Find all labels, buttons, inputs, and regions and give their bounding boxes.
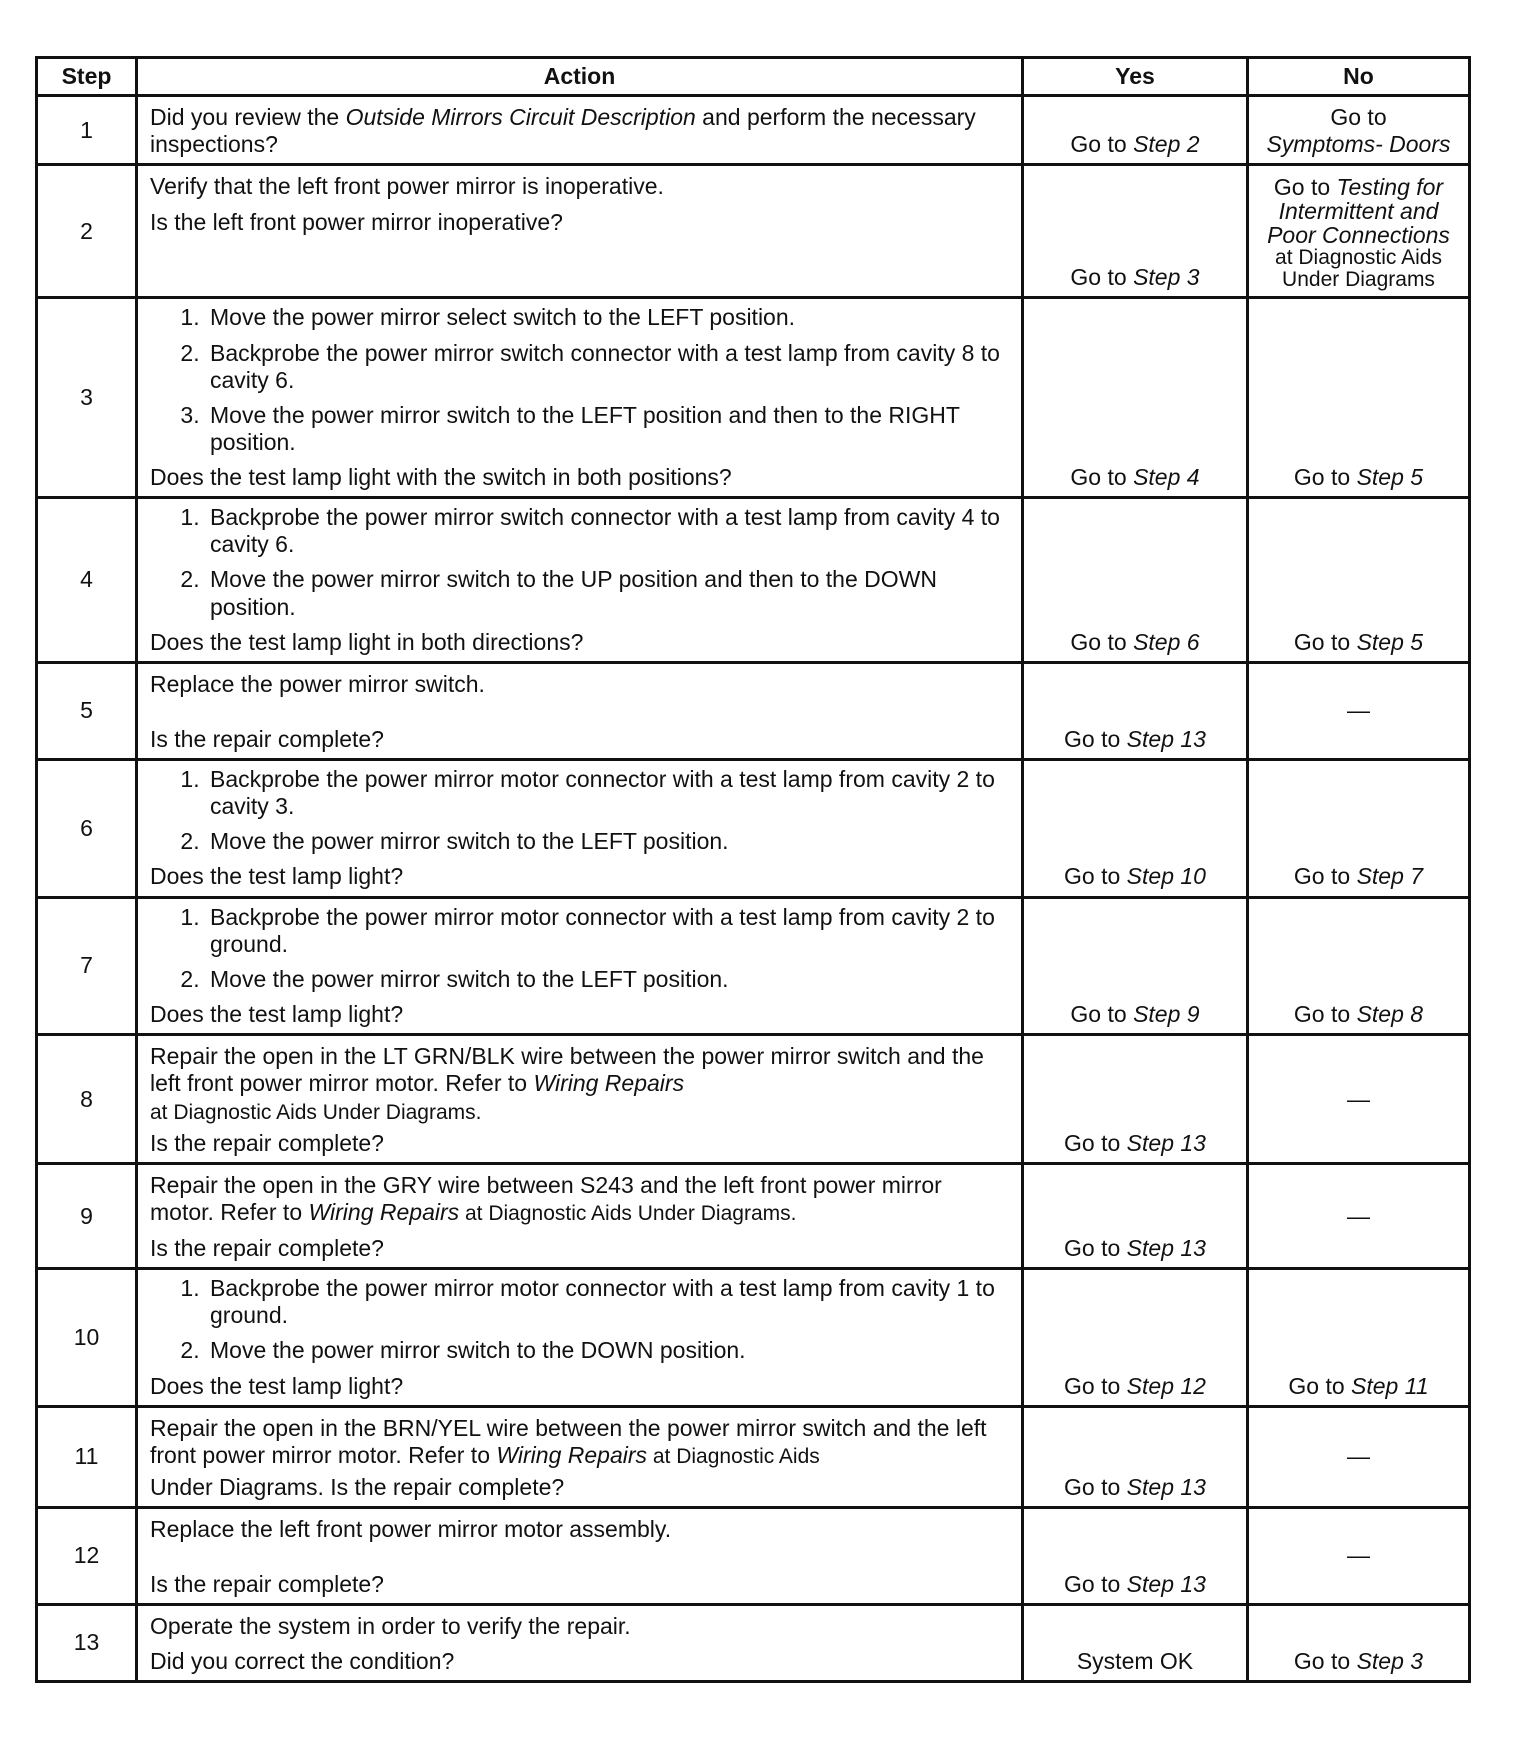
no-cell: Go to Testing for Intermittent and Poor Connections at Diagnostic Aids Under Diagrams [1248, 165, 1470, 298]
header-row [37, 58, 1470, 96]
step-number: 7 [37, 897, 137, 1035]
yes-cell: Go to Step 13 [1023, 1035, 1248, 1164]
step-link: Step 2 [1133, 131, 1200, 158]
procedure-list [150, 1275, 1009, 1364]
step-link: Step 13 [1126, 725, 1206, 752]
question-text: Is the left front power mirror inoperative? [150, 208, 563, 235]
yes-cell: Go to Step 3 [1023, 165, 1248, 298]
procedure-list [150, 504, 1009, 621]
step-link: Step 4 [1133, 464, 1200, 490]
action-text: Repair the open in the GRY wire between S243 and the left front power mirror motor. Refer to Wiring Repairs at Diagnostic Aids Under Diagrams. [150, 1172, 942, 1226]
yes-cell: Go to Step 13 [1023, 1164, 1248, 1269]
no-cell: Go to Step 7 [1248, 760, 1470, 898]
step-number: 11 [37, 1406, 137, 1507]
table-row [37, 298, 1470, 498]
question-text: Is the repair complete? [150, 725, 384, 752]
list-item: 2. Move the power mirror switch to the DOWN position. [206, 1337, 1009, 1364]
list-item: 3. Move the power mirror switch to the LEFT position and then to the RIGHT position. [206, 402, 1009, 456]
step-link: Step 11 [1351, 1372, 1429, 1399]
action-text: Did you review the Outside Mirrors Circuit Description and perform the necessary inspections? [150, 104, 976, 158]
action-text: Verify that the left front power mirror is inoperative. [150, 173, 664, 200]
step-number: 2 [37, 165, 137, 298]
no-cell: — [1248, 662, 1470, 759]
step-link: Step 6 [1133, 628, 1200, 655]
step-link: Step 13 [1126, 1473, 1206, 1500]
step-number: 10 [37, 1269, 137, 1407]
yes-cell: Go to Step 9 [1023, 897, 1248, 1035]
question-text: Does the test lamp light with the switch in both positions? [150, 464, 732, 490]
question-text: Does the test lamp light in both directions? [150, 628, 584, 655]
step-number: 3 [37, 298, 137, 498]
action-cell [137, 1269, 1023, 1407]
action-cell [137, 897, 1023, 1035]
step-number: 4 [37, 498, 137, 663]
question-text: Does the test lamp light? [150, 1000, 404, 1027]
action-cell [137, 1507, 1023, 1604]
yes-cell: Go to Step 2 [1023, 96, 1248, 165]
action-cell [137, 760, 1023, 898]
action-cell [137, 1164, 1023, 1269]
table-row [37, 1604, 1470, 1681]
action-cell [137, 1035, 1023, 1164]
header-no: No [1248, 58, 1470, 96]
yes-cell: Go to Step 4 [1023, 298, 1248, 498]
table-row [37, 96, 1470, 165]
action-text: Operate the system in order to verify the repair. [150, 1612, 631, 1639]
doc-reference: Testing for Intermittent and Poor Connections [1267, 173, 1450, 249]
step-number: 6 [37, 760, 137, 898]
step-number: 9 [37, 1164, 137, 1269]
procedure-list [150, 904, 1009, 993]
step-link: Step 13 [1126, 1130, 1206, 1157]
table-row [37, 1507, 1470, 1604]
list-item: 2. Move the power mirror switch to the LEFT position. [206, 966, 1009, 993]
action-text: Repair the open in the LT GRN/BLK wire between the power mirror switch and the left front power mirror motor. Refer to Wiring Repairs [150, 1043, 984, 1097]
no-cell: — [1248, 1406, 1470, 1507]
action-text: at Diagnostic Aids Under Diagrams. [150, 1101, 482, 1125]
diagnostic-table [35, 56, 1471, 1683]
table-row [37, 1164, 1470, 1269]
doc-reference: Symptoms- Doors [1266, 131, 1451, 158]
procedure-list [150, 304, 1009, 456]
no-cell: Go to Step 8 [1248, 897, 1470, 1035]
step-link: Step 13 [1126, 1235, 1206, 1262]
yes-cell: Go to Step 13 [1023, 662, 1248, 759]
table-row [37, 760, 1470, 898]
action-cell [137, 165, 1023, 298]
step-link: Step 12 [1126, 1372, 1206, 1399]
step-link: Step 10 [1126, 863, 1206, 890]
no-cell: Go to Step 3 [1248, 1604, 1470, 1681]
doc-reference: Wiring Repairs [496, 1441, 648, 1468]
step-link: Step 13 [1126, 1570, 1206, 1597]
question-text: Does the test lamp light? [150, 863, 404, 890]
table-row [37, 165, 1470, 298]
header-action: Action [137, 58, 1023, 96]
step-number: 1 [37, 96, 137, 165]
action-cell [137, 1406, 1023, 1507]
yes-cell: Go to Step 10 [1023, 760, 1248, 898]
action-cell [137, 1604, 1023, 1681]
step-link: Step 8 [1356, 1000, 1424, 1027]
list-item: 1. Backprobe the power mirror switch connector with a test lamp from cavity 4 to cavity 6. [206, 504, 1009, 558]
action-cell [137, 662, 1023, 759]
yes-cell: Go to Step 13 [1023, 1507, 1248, 1604]
no-cell: Go to Symptoms- Doors [1248, 96, 1470, 165]
action-cell [137, 498, 1023, 663]
doc-reference: Outside Mirrors Circuit Description [345, 104, 696, 131]
yes-cell: Go to Step 6 [1023, 498, 1248, 663]
table-row [37, 1035, 1470, 1164]
yes-cell: Go to Step 12 [1023, 1269, 1248, 1407]
no-cell: — [1248, 1507, 1470, 1604]
question-text: Did you correct the condition? [150, 1648, 455, 1675]
list-item: 2. Move the power mirror switch to the LEFT position. [206, 828, 1009, 855]
action-text: Repair the open in the BRN/YEL wire between the power mirror switch and the left front power mirror motor. Refer to Wiring Repairs at Diagnostic Aids [150, 1414, 987, 1468]
table-row [37, 1269, 1470, 1407]
question-text: Is the repair complete? [150, 1570, 384, 1597]
step-link: Step 3 [1356, 1648, 1424, 1675]
question-text: Does the test lamp light? [150, 1372, 404, 1399]
action-text: Replace the left front power mirror motor assembly. [150, 1515, 672, 1542]
yes-cell: Go to Step 13 [1023, 1406, 1248, 1507]
action-cell [137, 298, 1023, 498]
table-row [37, 662, 1470, 759]
doc-reference: Wiring Repairs [308, 1199, 460, 1226]
no-cell: Go to Step 5 [1248, 298, 1470, 498]
list-item: 1. Backprobe the power mirror motor connector with a test lamp from cavity 2 to cavity 3. [206, 766, 1009, 820]
step-link: Step 9 [1133, 1000, 1200, 1027]
step-number: 12 [37, 1507, 137, 1604]
list-item: 2. Backprobe the power mirror switch connector with a test lamp from cavity 8 to cavity 6. [206, 340, 1009, 394]
step-link: Step 7 [1356, 863, 1424, 890]
step-link: Step 5 [1356, 464, 1424, 490]
list-item: 2. Move the power mirror switch to the UP position and then to the DOWN position. [206, 566, 1009, 620]
question-text: Is the repair complete? [150, 1130, 384, 1157]
table-row [37, 498, 1470, 663]
step-link: Step 3 [1133, 264, 1200, 291]
doc-reference: Wiring Repairs [533, 1070, 685, 1097]
table-row [37, 897, 1470, 1035]
question-text: Under Diagrams. Is the repair complete? [150, 1473, 565, 1500]
step-number: 5 [37, 662, 137, 759]
step-number: 13 [37, 1604, 137, 1681]
action-cell [137, 96, 1023, 165]
header-yes: Yes [1023, 58, 1248, 96]
no-cell: — [1248, 1035, 1470, 1164]
action-text: Replace the power mirror switch. [150, 670, 485, 697]
question-text: Is the repair complete? [150, 1235, 384, 1262]
yes-cell: System OK [1023, 1604, 1248, 1681]
list-item: 1. Backprobe the power mirror motor connector with a test lamp from cavity 2 to ground. [206, 904, 1009, 958]
step-number: 8 [37, 1035, 137, 1164]
header-step: Step [37, 58, 137, 96]
step-link: Step 5 [1356, 628, 1424, 655]
list-item: 1. Move the power mirror select switch to the LEFT position. [206, 304, 1009, 331]
table-row [37, 1406, 1470, 1507]
no-cell: Go to Step 5 [1248, 498, 1470, 663]
no-tail-text: at Diagnostic Aids Under Diagrams [1275, 246, 1442, 292]
no-cell: Go to Step 11 [1248, 1269, 1470, 1407]
procedure-list [150, 766, 1009, 855]
list-item: 1. Backprobe the power mirror motor connector with a test lamp from cavity 1 to ground. [206, 1275, 1009, 1329]
no-cell: — [1248, 1164, 1470, 1269]
